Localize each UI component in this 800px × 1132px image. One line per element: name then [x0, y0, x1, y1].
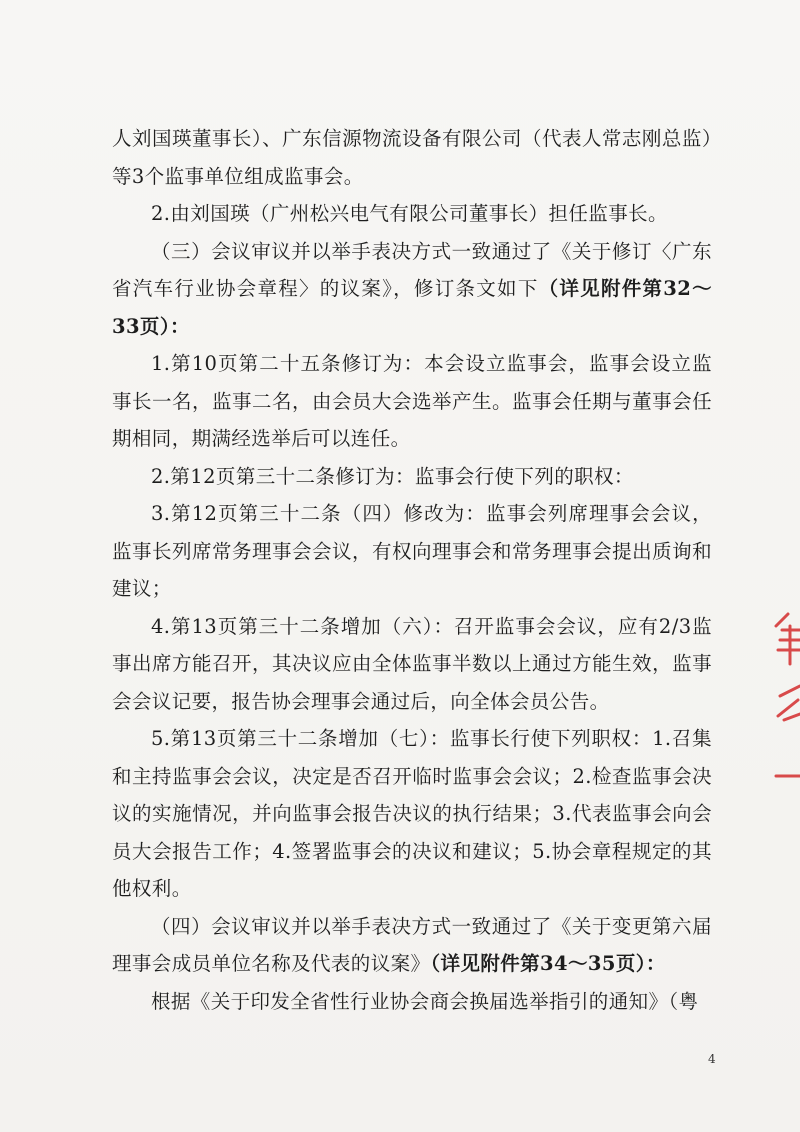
seal-stroke-7 — [778, 700, 798, 716]
paragraph-1 — [112, 120, 712, 195]
page-number: 4 — [708, 1052, 716, 1066]
paragraph-6 — [112, 495, 712, 608]
paragraph-7 — [112, 608, 712, 721]
paragraph-9 — [112, 908, 712, 983]
paragraph-3 — [112, 233, 712, 346]
paragraph-3-text: （三）会议审议并以举手表决方式一致通过了《关于修订〈广东省汽车行业协会章程〉的议案》，修订条文如下 — [112, 239, 712, 300]
paragraph-9-text: （四）会议审议并以举手表决方式一致通过了《关于变更第六届理事会成员单位名称及代表的议案》 — [112, 914, 712, 975]
paragraph-5-text: 2.第12页第三十二条修订为：监事会行使下列的职权： — [151, 464, 634, 488]
document-body — [112, 120, 712, 1020]
paragraph-10 — [112, 983, 712, 1021]
paragraph-8-text: 5.第13页第三十二条增加（七）：监事长行使下列职权：1.召集和主持监事会会议，决定是否召开临时监事会会议；2.检查监事会决议的实施情况，并向监事会报告决议的执行结果；3.代表监事会向会员大会报告工作；4.签署监事会的决议和建议；5.协会章程规定的其他权利。 — [112, 727, 712, 900]
seal-stroke-1 — [776, 614, 788, 626]
paragraph-4-text: 1.第10页第二十五条修订为：本会设立监事会，监事会设立监事长一名，监事二名，由会员大会选举产生。监事会任期与董事会任期相同，期满经选举后可以连任。 — [112, 352, 712, 450]
seal-stroke-6 — [780, 686, 800, 696]
paragraph-2-text: 2.由刘国瑛（广州松兴电气有限公司董事长）担任监事长。 — [151, 202, 668, 225]
paragraph-2 — [112, 195, 712, 233]
paragraph-8 — [112, 720, 712, 908]
paragraph-9-reference: （详见附件第34～35页）： — [430, 952, 666, 975]
seal-stroke-8 — [784, 714, 800, 720]
paragraph-10-text: 根据《关于印发全省性行业协会商会换届选举指引的通知》（粤 — [151, 989, 699, 1013]
red-seal-stamp — [768, 600, 800, 800]
paragraph-5 — [112, 458, 712, 496]
paragraph-7-text: 4.第13页第三十二条增加（六）：召开监事会会议，应有2/3监事出席方能召开，其决议应由全体监事半数以上通过方能生效，监事会会议记要，报告协会理事会通过后，向全体会员公告。 — [112, 614, 712, 713]
paragraph-3-reference: （详见附件第32～33页）： — [112, 277, 712, 338]
paragraph-1-text: 人刘国瑛董事长）、广东信源物流设备有限公司（代表人常志刚总监）等3个监事单位组成监事会。 — [112, 127, 712, 188]
paragraph-4 — [112, 345, 712, 458]
paragraph-6-text: 3.第12页第三十二条（四）修改为：监事会列席理事会会议，监事长列席常务理事会会议，有权向理事会和常务理事会提出质询和建议； — [112, 502, 712, 600]
